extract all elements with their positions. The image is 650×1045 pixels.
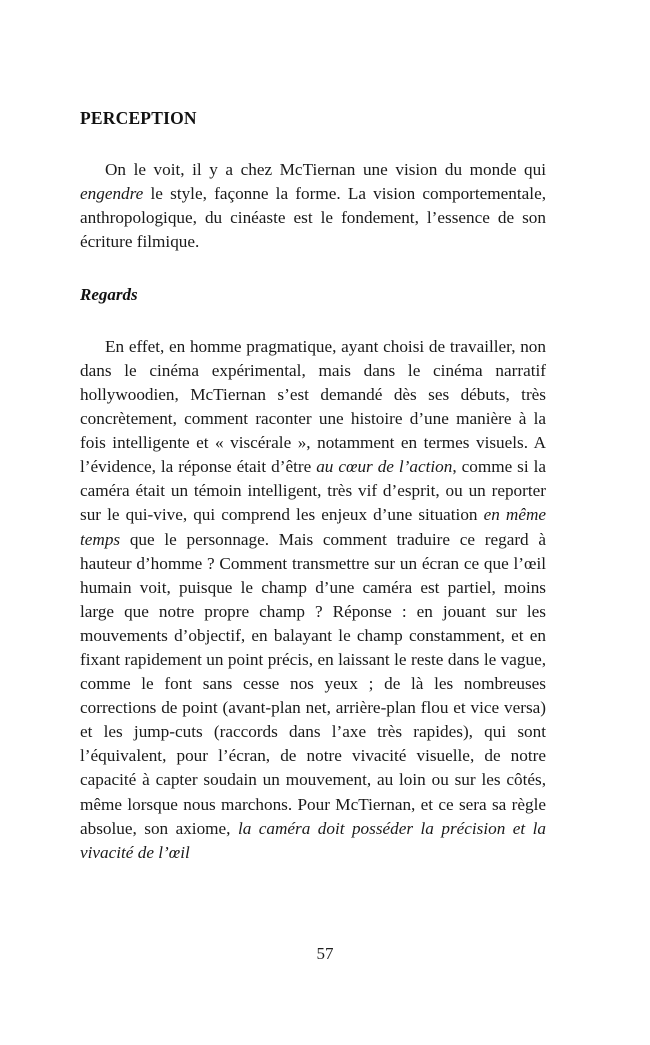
- regards-emphasis-au-coeur-de-laction: au cœur de l’action: [316, 457, 453, 477]
- intro-text-run-1: On le voit, il y a chez McTiernan une vision du monde qui: [105, 160, 546, 179]
- sub-heading-regards: Regards: [80, 285, 138, 305]
- regards-text-run-5: que le personnage. Mais comment traduire ce regard à hauteur d’homme ? Comment transmettre sur un écran ce que l’œil humain voit, puisque le champ d’une caméra est partiel, moins large que notre propre champ ? Réponse : en jouant sur les mouvements d’objectif, en balayant le champ constamment, et en fixant rapidement un point précis, en laissant le reste dans le vague, comme le font sans cesse nos yeux ; de là les nombreuses corrections de point (avant-plan net, arrière-plan flou et vice versa) et les jump-cuts (raccords dans l’axe très rapides), qui sont l’équivalent, pour l’écran, de notre vivacité visuelle, de notre capacité à capter soudain un mouvement, au loin ou sur les côtés, même lorsque nous marchons. Pour McTiernan, et ce sera sa règle absolue, son axiome,: [80, 529, 546, 838]
- page-number: 57: [316, 944, 334, 963]
- intro-paragraph: [80, 158, 546, 254]
- intro-emphasis-engendre: engendre: [80, 184, 144, 204]
- spacer-before-subheading: [80, 254, 546, 285]
- regards-emphasis-axiome: la caméra doit posséder la précision et la vivacité de l’œil: [80, 818, 546, 862]
- regards-text-run-1: En effet, en homme pragmatique, ayant choisi de travailler, non dans le cinéma expérimental, mais dans le cinéma narratif hollywoodien, McTiernan s’est demandé dès ses débuts, très concrètement, comment raconter une histoire d’une manière à la fois intelligente et « viscérale », notamment en termes visuels. A l’évidence, la réponse était d’être: [80, 336, 546, 477]
- text-column: [80, 108, 546, 865]
- regards-emphasis-en-meme-temps: en même temps: [80, 505, 546, 549]
- spacer-after-section-heading: [80, 129, 546, 158]
- regards-paragraph: [80, 335, 546, 865]
- regards-text-run-3: , comme si la caméra était un témoin intelligent, très vif d’esprit, ou un reporter sur le qui-vive, qui comprend les enjeux d’une situation: [80, 457, 546, 525]
- section-heading: PERCEPTION: [80, 108, 197, 128]
- spacer-after-subheading: [80, 306, 546, 335]
- intro-text-run-3: le style, façonne la forme. La vision comportementale, anthropologique, du cinéaste est le fondement, l’essence de son écriture filmique.: [80, 184, 546, 252]
